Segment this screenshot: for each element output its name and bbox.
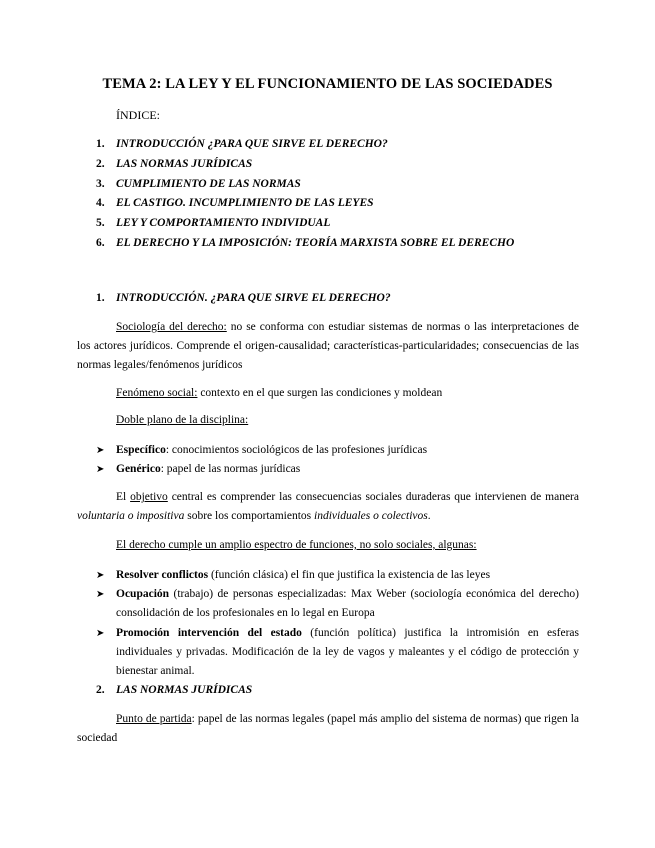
section-2-heading xyxy=(96,684,252,696)
bullet-term: Ocupación xyxy=(116,588,170,600)
arrowhead-bullet-icon: ➤ xyxy=(96,464,105,475)
text-objetivo-end: . xyxy=(427,510,431,522)
text-sociologia: no se conforma con estudiar sistemas de normas o las interpretaciones de los actores jurídicos. Comprende el origen-causalidad; características-particularidades; consecuencias de las normas legales/fenómenos jurídicos xyxy=(77,321,579,371)
text-punto-partida: : papel de las normas legales (papel más amplio del sistema de normas) que rigen la sociedad xyxy=(77,713,580,744)
toc-text: LEY Y COMPORTAMIENTO INDIVIDUAL xyxy=(116,217,331,230)
toc-text: LAS NORMAS JURÍDICAS xyxy=(116,157,253,170)
bullet-term: Genérico xyxy=(116,463,161,475)
term-fenomeno: Fenómeno social: xyxy=(116,387,198,399)
bullet-text: (función política) justifica la intromisión en esferas individuales y privadas. Modificación de la ley de vagos y maleantes y el código de protección y bienestar animal. xyxy=(116,627,579,677)
bullet-term: Específico xyxy=(116,444,166,456)
bullet-term: Promoción intervención del estado xyxy=(116,627,302,639)
term-doble-plano: Doble plano de la disciplina: xyxy=(116,414,249,426)
list-item xyxy=(96,460,579,479)
toc-text: EL DERECHO Y LA IMPOSICIÓN: TEORÍA MARXISTA SOBRE EL DERECHO xyxy=(116,236,515,249)
paragraph-fenomeno xyxy=(77,384,579,403)
toc-item xyxy=(96,178,514,198)
toc-item xyxy=(96,138,514,158)
bullet-text: : conocimientos sociológicos de las profesiones jurídicas xyxy=(165,444,428,456)
list-item xyxy=(96,624,579,681)
text-fenomeno: contexto en el que surgen las condiciones y moldean xyxy=(197,387,443,399)
arrowhead-bullet-icon: ➤ xyxy=(96,628,105,639)
toc-item xyxy=(96,197,514,217)
text-objetivo-pre: El xyxy=(116,491,131,503)
paragraph-funciones-heading xyxy=(77,536,579,555)
bullet-text: (función clásica) el fin que justifica la existencia de las leyes xyxy=(208,569,491,581)
toc-number: 3. xyxy=(96,177,105,190)
list-item xyxy=(96,566,579,585)
toc-number: 2. xyxy=(96,157,105,170)
toc-number: 1. xyxy=(96,138,105,150)
term-sociologia: Sociología del derecho: xyxy=(116,321,227,333)
term-objetivo: objetivo xyxy=(130,491,168,503)
paragraph-sociologia xyxy=(77,318,579,375)
section-heading-text: INTRODUCCIÓN. ¿PARA QUE SIRVE EL DERECHO? xyxy=(116,292,391,304)
document-title: TEMA 2: LA LEY Y EL FUNCIONAMIENTO DE LAS SOCIEDADES xyxy=(102,76,553,92)
arrowhead-bullet-icon: ➤ xyxy=(96,445,105,456)
term-funciones: El derecho cumple un amplio espectro de funciones, no solo sociales, algunas: xyxy=(116,539,477,551)
toc-item xyxy=(96,158,514,178)
section-1-heading xyxy=(96,292,391,304)
list-item xyxy=(96,441,579,460)
emphasis-individuales: individuales o colectivos xyxy=(314,510,428,522)
list-item xyxy=(96,585,579,623)
arrowhead-bullet-icon: ➤ xyxy=(96,570,105,581)
paragraph-doble-plano xyxy=(77,411,579,430)
text-objetivo-mid1: central es comprender las consecuencias sociales duraderas que intervienen de manera xyxy=(167,491,579,503)
toc-item xyxy=(96,237,514,257)
term-punto-partida: Punto de partida xyxy=(116,713,192,725)
toc-text: CUMPLIMIENTO DE LAS NORMAS xyxy=(116,177,301,190)
paragraph-objetivo xyxy=(77,488,579,526)
toc-number: 4. xyxy=(96,197,105,210)
toc-number: 6. xyxy=(96,236,105,249)
text-objetivo-mid2: sobre los comportamientos xyxy=(184,510,315,522)
toc-text: INTRODUCCIÓN ¿PARA QUE SIRVE EL DERECHO? xyxy=(116,138,388,150)
toc-text: EL CASTIGO. INCUMPLIMIENTO DE LAS LEYES xyxy=(116,197,374,210)
toc-number: 5. xyxy=(96,217,105,230)
arrowhead-bullet-icon: ➤ xyxy=(96,589,105,600)
emphasis-voluntaria: voluntaria o impositiva xyxy=(77,510,185,522)
section-heading-text: LAS NORMAS JURÍDICAS xyxy=(116,684,253,696)
index-label: ÍNDICE: xyxy=(116,108,160,122)
bullet-text: : papel de las normas jurídicas xyxy=(160,463,301,475)
section-number: 1. xyxy=(96,292,105,304)
bullet-term: Resolver conflictos xyxy=(116,569,209,581)
table-of-contents xyxy=(96,138,514,257)
toc-item xyxy=(96,217,514,237)
paragraph-punto-partida xyxy=(77,710,579,748)
bullet-text: (trabajo) de personas especializadas: Max Weber (sociología económica del derecho) consolidación de los profesionales en lo legal en Europa xyxy=(116,588,579,619)
section-number: 2. xyxy=(96,684,105,696)
